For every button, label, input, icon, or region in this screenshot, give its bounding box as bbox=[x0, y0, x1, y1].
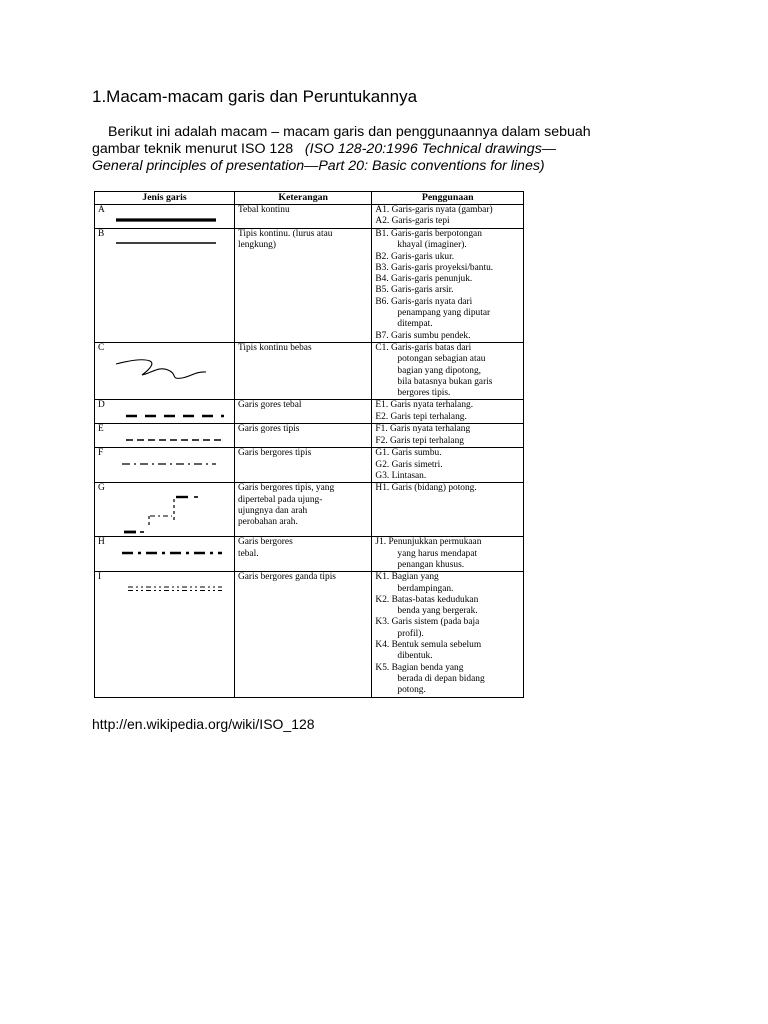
keterangan-line: Garis bergores ganda tipis bbox=[237, 572, 336, 583]
cell-penggunaan bbox=[372, 483, 524, 537]
usage-line: B3. Garis-garis proyeksi/bantu. bbox=[375, 262, 494, 273]
intro-line-2-plain: gambar teknik menurut ISO 128 bbox=[92, 141, 294, 157]
line-sample-thin-chain bbox=[98, 459, 230, 471]
usage-line: K5. Bagian benda yang bbox=[375, 662, 464, 673]
usage-line: F2. Garis tepi terhalang bbox=[375, 435, 464, 446]
usage-line: berada di depan bidang bbox=[397, 673, 485, 684]
line-sample-freehand bbox=[98, 354, 230, 394]
table-row bbox=[95, 537, 524, 572]
usage-line: B4. Garis-garis penunjuk. bbox=[375, 274, 473, 285]
usage-line: H1. Garis (bidang) potong. bbox=[375, 483, 477, 494]
keterangan-line: Tipis kontinu bebas bbox=[237, 342, 312, 353]
keterangan-line: perobahan arah. bbox=[237, 517, 298, 528]
usage-line: bergores tipis. bbox=[397, 388, 451, 399]
table-row bbox=[95, 229, 524, 343]
usage-line: penampang yang diputar bbox=[397, 308, 491, 319]
line-code: A bbox=[98, 205, 105, 215]
usage-line: bila batasnya bukan garis bbox=[397, 376, 493, 387]
usage-line: A1. Garis-garis nyata (gambar) bbox=[375, 205, 493, 215]
cell-jenis-garis bbox=[95, 205, 235, 229]
cell-penggunaan bbox=[372, 400, 524, 424]
usage-line: B7. Garis sumbu pendek. bbox=[375, 330, 471, 341]
keterangan-line: tebal. bbox=[237, 548, 259, 559]
cell-jenis-garis bbox=[95, 572, 235, 697]
cell-keterangan bbox=[234, 448, 371, 483]
intro-paragraph bbox=[92, 124, 652, 175]
table-row bbox=[95, 400, 524, 424]
line-sample-thin-dashed bbox=[98, 435, 230, 447]
table-row bbox=[95, 448, 524, 483]
intro-line-2-italic: (ISO 128-20:1996 Technical drawings— bbox=[304, 141, 556, 157]
cell-keterangan bbox=[234, 537, 371, 572]
usage-line: B5. Garis-garis arsir. bbox=[375, 285, 454, 296]
cell-keterangan bbox=[234, 400, 371, 424]
cell-keterangan bbox=[234, 424, 371, 448]
usage-line: dibentuk. bbox=[397, 651, 433, 662]
line-code: I bbox=[98, 572, 102, 583]
intro-line-2 bbox=[92, 141, 652, 158]
cell-keterangan bbox=[234, 483, 371, 537]
cell-penggunaan bbox=[372, 572, 524, 697]
line-code: C bbox=[98, 342, 105, 353]
table-row bbox=[95, 483, 524, 537]
cell-penggunaan bbox=[372, 537, 524, 572]
line-sample-thick-chain bbox=[98, 548, 230, 560]
table-row bbox=[95, 424, 524, 448]
table-row bbox=[95, 342, 524, 399]
header-keterangan: Keterangan bbox=[234, 192, 371, 205]
line-sample-thick-dashed bbox=[98, 411, 230, 423]
usage-line: E1. Garis nyata terhalang. bbox=[375, 400, 474, 411]
keterangan-line: lengkung) bbox=[237, 240, 276, 251]
intro-line-1: Berikut ini adalah macam – macam garis dan penggunaannya dalam sebuah bbox=[108, 124, 591, 140]
line-code: B bbox=[98, 229, 105, 239]
usage-line: ditempat. bbox=[397, 319, 433, 330]
line-types-table bbox=[94, 191, 524, 698]
cell-jenis-garis bbox=[95, 342, 235, 399]
usage-line: E2. Garis tepi terhalang. bbox=[375, 411, 467, 422]
usage-line: K2. Batas-batas kedudukan bbox=[375, 594, 479, 605]
keterangan-line: ujungnya dan arah bbox=[237, 505, 308, 516]
table-row bbox=[95, 205, 524, 229]
header-jenis-garis: Jenis garis bbox=[95, 192, 235, 205]
usage-line: penangan khusus. bbox=[397, 559, 465, 570]
cell-penggunaan bbox=[372, 448, 524, 483]
line-sample-chain-thick-ends bbox=[98, 494, 230, 536]
header-penggunaan: Penggunaan bbox=[372, 192, 524, 205]
line-code: D bbox=[98, 400, 105, 411]
intro-line-3-italic: General principles of presentation—Part 20: Basic conventions for lines) bbox=[92, 158, 545, 174]
keterangan-line: Tipis kontinu. (lurus atau bbox=[237, 229, 333, 239]
table-header-row bbox=[95, 192, 524, 205]
usage-line: G3. Lintasan. bbox=[375, 471, 427, 482]
cell-penggunaan bbox=[372, 229, 524, 343]
usage-line: G1. Garis sumbu. bbox=[375, 448, 442, 459]
cell-jenis-garis bbox=[95, 229, 235, 343]
usage-line: J1. Penunjukkan permukaan bbox=[375, 537, 482, 548]
cell-keterangan bbox=[234, 342, 371, 399]
keterangan-line: Garis bergores bbox=[237, 537, 293, 548]
keterangan-line: Garis gores tipis bbox=[237, 424, 300, 435]
usage-line: K4. Bentuk semula sebelum bbox=[375, 640, 482, 651]
page-heading: 1.Macam-macam garis dan Peruntukannya bbox=[92, 87, 418, 106]
usage-line: K3. Garis sistem (pada baja bbox=[375, 617, 480, 628]
usage-line: potongan sebagian atau bbox=[397, 354, 486, 365]
usage-line: bagian yang dipotong, bbox=[397, 365, 482, 376]
usage-line: F1. Garis nyata terhalang bbox=[375, 424, 471, 435]
keterangan-line: Tebal kontinu bbox=[237, 205, 290, 215]
line-sample-thick-continuous bbox=[98, 216, 230, 228]
keterangan-line: Garis bergores tipis bbox=[237, 448, 312, 459]
cell-penggunaan bbox=[372, 205, 524, 229]
cell-penggunaan bbox=[372, 424, 524, 448]
usage-line: potong. bbox=[397, 685, 426, 696]
usage-line: benda yang bergerak. bbox=[397, 606, 478, 617]
cell-keterangan bbox=[234, 572, 371, 697]
usage-line: C1. Garis-garis batas dari bbox=[375, 342, 472, 353]
usage-line: berdampingan. bbox=[397, 583, 454, 594]
cell-jenis-garis bbox=[95, 448, 235, 483]
line-sample-thin-continuous bbox=[98, 240, 230, 252]
line-code: F bbox=[98, 448, 104, 459]
cell-jenis-garis bbox=[95, 537, 235, 572]
intro-line-3 bbox=[92, 158, 652, 175]
cell-jenis-garis bbox=[95, 424, 235, 448]
source-url[interactable]: http://en.wikipedia.org/wiki/ISO_128 bbox=[92, 716, 315, 732]
line-code: E bbox=[98, 424, 104, 435]
usage-line: khayal (imaginer). bbox=[397, 240, 467, 251]
cell-penggunaan bbox=[372, 342, 524, 399]
cell-jenis-garis bbox=[95, 400, 235, 424]
keterangan-line: Garis bergores tipis, yang bbox=[237, 483, 335, 494]
usage-line: G2. Garis simetri. bbox=[375, 459, 443, 470]
table-row bbox=[95, 572, 524, 697]
keterangan-line: Garis gores tebal bbox=[237, 400, 302, 411]
line-sample-double-chain bbox=[98, 583, 230, 595]
keterangan-line: dipertebal pada ujung- bbox=[237, 494, 323, 505]
cell-jenis-garis bbox=[95, 483, 235, 537]
cell-keterangan bbox=[234, 229, 371, 343]
usage-line: yang harus mendapat bbox=[397, 548, 478, 559]
table-body bbox=[95, 205, 524, 698]
usage-line: K1. Bagian yang bbox=[375, 572, 439, 583]
usage-line: B1. Garis-garis berpotongan bbox=[375, 229, 482, 239]
usage-line: B2. Garis-garis ukur. bbox=[375, 251, 455, 262]
cell-keterangan bbox=[234, 205, 371, 229]
usage-line: profil). bbox=[397, 628, 424, 639]
line-code: H bbox=[98, 537, 105, 548]
line-code: G bbox=[98, 483, 105, 494]
usage-line: A2. Garis-garis tepi bbox=[375, 216, 450, 227]
usage-line: B6. Garis-garis nyata dari bbox=[375, 296, 473, 307]
